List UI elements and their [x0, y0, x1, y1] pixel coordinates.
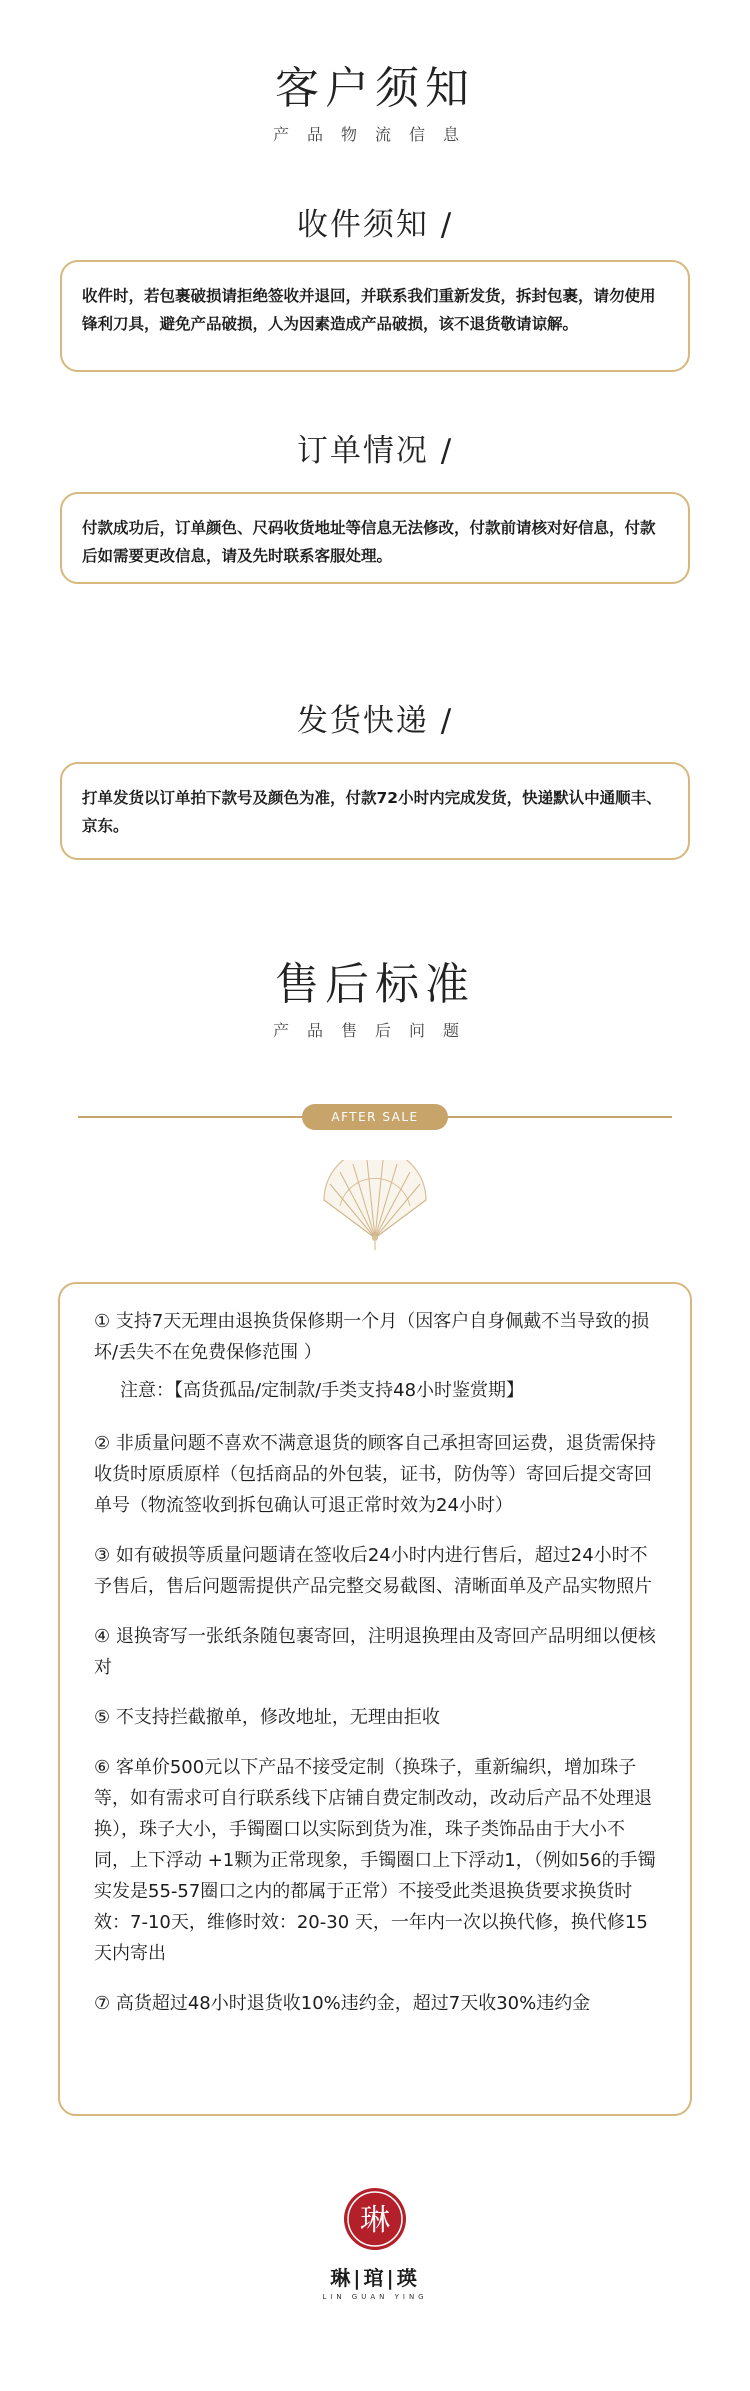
section-heading-order: 订单情况 / [296, 433, 454, 469]
section-box-receiving [60, 260, 690, 372]
page-subtitle: 产品物流信息 [272, 125, 477, 144]
section-heading-shipping: 发货快递 / [296, 703, 454, 739]
fan-icon [318, 1160, 432, 1256]
after-sale-badge: AFTER SALE [302, 1104, 448, 1130]
rule-item: ⑥ 客单价500元以下产品不接受定制（换珠子，重新编织，增加珠子等，如有需求可自行联系线下店铺自费定制改动，改动后产品不处理退换），珠子大小，手镯圈口以实际到货为准，珠子类饰品由于大小不同，上下浮动 +1颗为正常现象，手镯圈口上下浮动1，（例如56的手镯实发是55-57圈口之内的都属于正常）不接受此类退换货要求换货时效：7-10天，维修时效：20-30 天，一年内一次以换代修，换代修15天内寄出 [94, 1757, 656, 1964]
rule-item: ① 支持7天无理由退换货保修期一个月（因客户自身佩戴不当导致的损坏/丢失不在免费保修范围 ） [94, 1311, 650, 1363]
rule-item: ② 非质量问题不喜欢不满意退货的顾客自己承担寄回运费，退货需保持收货时原质原样（包括商品的外包装，证书，防伪等）寄回后提交寄回单号（物流签收到拆包确认可退正常时效为24小时） [94, 1433, 656, 1516]
section-text-receiving: 收件时，若包裹破损请拒绝签收并退回，并联系我们重新发货，拆封包裹，请勿使用锋利刀具，避免产品破损，人为因素造成产品破损，该不退货敬请谅解。 [82, 287, 656, 333]
after-sale-subtitle: 产品售后问题 [272, 1021, 477, 1040]
brand-name: 琳|琯|瑛 [330, 2266, 420, 2290]
rule-item: ③ 如有破损等质量问题请在签收后24小时内进行售后，超过24小时不予售后，售后问题需提供产品完整交易截图、清晰面单及产品实物照片 [94, 1545, 652, 1597]
section-text-order: 付款成功后，订单颜色、尺码收货地址等信息无法修改，付款前请核对好信息，付款后如需要更改信息，请及先时联系客服处理。 [82, 519, 656, 565]
section-box-shipping [60, 762, 690, 860]
after-sale-rules-box [58, 1282, 692, 2116]
section-box-order [60, 492, 690, 584]
rule-item: ⑦ 高货超过48小时退货收10%违约金，超过7天收30%违约金 [94, 1993, 591, 2014]
rule-item: ⑤ 不支持拦截撤单，修改地址，无理由拒收 [94, 1707, 440, 1728]
rule-note: 注意：【高货孤品/定制款/手类支持48小时鉴赏期】 [120, 1380, 525, 1401]
brand-seal-icon [342, 2186, 408, 2256]
section-heading-receiving: 收件须知 / [296, 207, 454, 243]
page-title: 客户须知 [275, 63, 475, 114]
section-text-shipping: 打单发货以订单拍下款号及颜色为准，付款72小时内完成发货，快递默认中通顺丰、京东。 [82, 789, 662, 835]
brand-seal-text: 琳 [360, 2203, 390, 2238]
brand-pinyin: LIN GUAN YING [322, 2293, 428, 2301]
after-sale-title: 售后标准 [275, 959, 475, 1010]
rule-item: ④ 退换寄写一张纸条随包裹寄回，注明退换理由及寄回产品明细以便核对 [94, 1626, 656, 1678]
